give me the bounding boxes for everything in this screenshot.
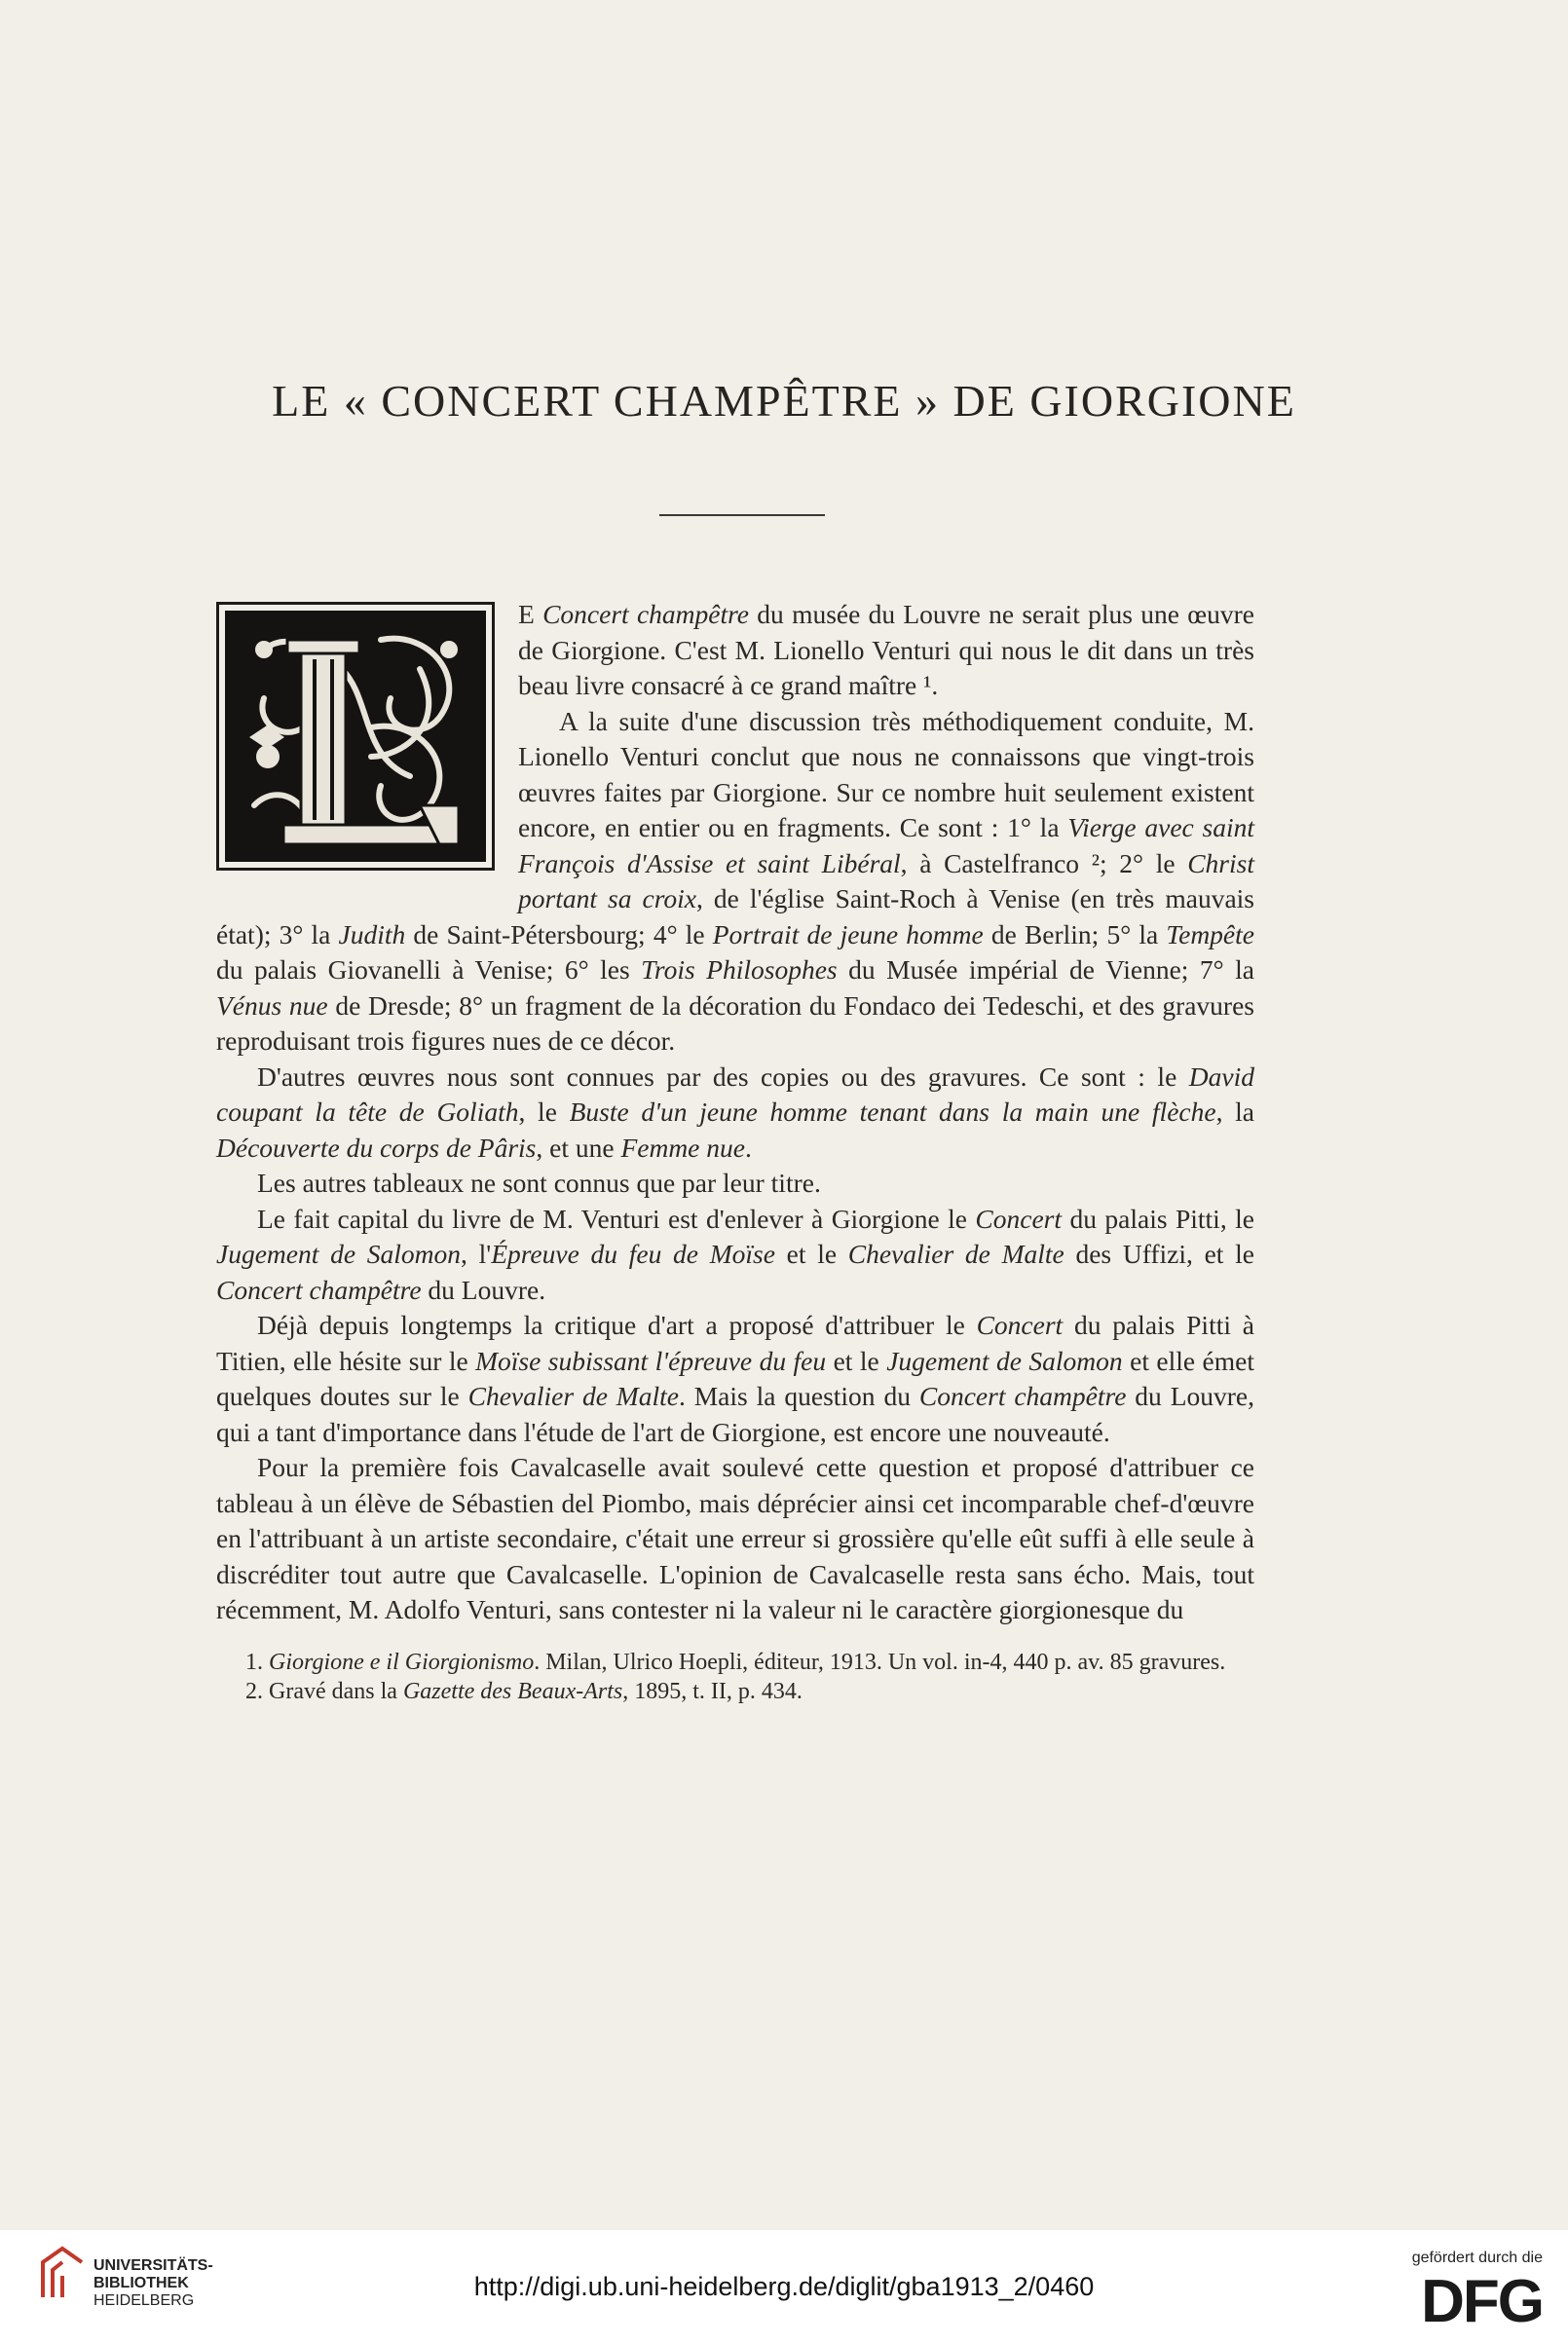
article-body (216, 597, 1254, 1628)
text-run: Le fait capital du livre de M. Venturi est d'enlever à Giorgione le (257, 1203, 976, 1234)
italic-title: Buste d'un jeune homme tenant dans la main une flèche (569, 1097, 1216, 1127)
text-run: du musée du Louvre ne serait plus une œuvre de Giorgione. C'est M. Lionello Venturi qui nous le dit dans un très beau livre consacré à ce grand maître ¹. (518, 599, 1254, 700)
italic-title: Concert (975, 1203, 1063, 1234)
footnotes-section (216, 1648, 1254, 1706)
text-run: et le (826, 1345, 887, 1376)
text-run: . Mais la question du (678, 1381, 919, 1411)
paragraph (216, 1450, 1254, 1628)
italic-title: Christ portant sa croix (518, 847, 1254, 913)
text-run: , et une (536, 1132, 621, 1163)
paragraph (216, 1060, 1254, 1167)
italic-title: Tempête (1166, 918, 1254, 949)
footnote (216, 1648, 1254, 1677)
italic-title: Trois Philosophes (641, 954, 838, 985)
library-line-3: HEIDELBERG (93, 2292, 195, 2309)
italic-title: Jugement de Salomon (216, 1239, 462, 1269)
italic-title: Femme nue (620, 1132, 745, 1163)
text-run: du palais Pitti à Titien, elle hésite sur le (216, 1310, 1254, 1376)
paragraph (216, 1308, 1254, 1450)
text-run: du Louvre. (421, 1274, 546, 1305)
title-divider (659, 514, 825, 516)
text-run: , de l'église Saint-Roch à Venise (en très mauvais état); 3° la (216, 883, 1255, 949)
text-run: D'autres œuvres nous sont connues par des copies ou des gravures. Ce sont : le (257, 1060, 1189, 1092)
italic-title: Portrait de jeune homme (712, 918, 984, 949)
text-run: de Berlin; 5° la (983, 918, 1167, 949)
italic-title: Judith (338, 918, 406, 949)
dfg-logo[interactable]: DFG (1421, 2268, 1543, 2335)
library-line-1: UNIVERSITÄTS- (93, 2257, 213, 2274)
italic-title: Épreuve du feu de Moïse (491, 1239, 775, 1269)
italic-title: Vierge avec saint François d'Assise et saint Libéral (518, 812, 1255, 878)
text-run: de Dresde; 8° un fragment de la décoration du Fondaco dei Tedeschi, et des gravures reproduisant trois figures nues de ce décor. (216, 989, 1254, 1056)
paragraph (216, 1202, 1254, 1309)
text-run: Les autres tableaux ne sont connus que par leur titre. (257, 1168, 821, 1198)
text-run: . (744, 1132, 752, 1163)
text-run: 1. (245, 1650, 269, 1675)
text-run: et elle émet quelques doutes sur le (216, 1345, 1254, 1411)
text-run: , la (1215, 1097, 1254, 1127)
text-run: , 1895, t. II, p. 434. (622, 1679, 803, 1704)
italic-title: Chevalier de Malte (467, 1381, 679, 1411)
text-run: du palais Pitti, le (1062, 1203, 1254, 1234)
text-run: Pour la première fois Cavalcaselle avait soulevé cette question et proposé d'attribuer ce tableau à un élève de Sébastien del Piombo, mais déprécier ainsi cet incomparable chef-d'œuvre en l'attribuant à un artiste secondaire, c'était une erreur si grossière qu'elle eût suffi à elle seule à discréditer tout autre que Cavalcaselle. L'opinion de Cavalcaselle resta sans écho. Mais, tout récemment, M. Adolfo Venturi, sans contester ni la valeur ni le caractère giorgionesque du (216, 1452, 1254, 1624)
library-line-2: BIBLIOTHEK (93, 2275, 189, 2291)
text-run: Déjà depuis longtemps la critique d'art a proposé d'attribuer le (257, 1310, 977, 1340)
text-run: A la suite d'une discussion très méthodiquement conduite, M. Lionello Venturi conclut que nous ne connaissons que vingt-trois œuvres faites par Giorgione. Sur ce nombre huit seulement existent encore, en entier ou en fragments. Ce sont : 1° la (518, 705, 1254, 842)
permalink-url[interactable]: http://digi.ub.uni-heidelberg.de/diglit/gba1913_2/0460 (473, 2272, 1095, 2301)
italic-title: Concert champêtre (542, 599, 750, 629)
text-run: de Saint-Pétersbourg; 4° le (405, 918, 713, 949)
italic-title: Concert champêtre (216, 1274, 422, 1305)
text-run: du Louvre, qui a tant d'importance dans l'étude de l'art de Giorgione, est encore une nouveauté. (216, 1381, 1254, 1447)
italic-title: Chevalier de Malte (847, 1239, 1064, 1269)
italic-title: Giorgione e il Giorgionismo (269, 1650, 535, 1675)
text-run: des Uffizi, et le (1064, 1239, 1254, 1269)
italic-title: Vénus nue (216, 989, 328, 1021)
footnote (216, 1677, 1254, 1706)
italic-title: Découverte du corps de Pâris (216, 1132, 537, 1163)
text-run: du palais Giovanelli à Venise; 6° les (216, 954, 642, 985)
paragraph (216, 1166, 1254, 1202)
italic-title: Gazette des Beaux-Arts (402, 1679, 623, 1704)
text-run: , le (518, 1097, 570, 1127)
text-run: du Musée impérial de Vienne; 7° la (837, 954, 1254, 985)
text-run: E (518, 599, 543, 629)
italic-title: David coupant la tête de Goliath (216, 1060, 1254, 1127)
text-run: , l' (461, 1239, 492, 1269)
italic-title: Concert (976, 1310, 1064, 1340)
text-run: . Milan, Ulrico Hoepli, éditeur, 1913. Un vol. in-4, 440 p. av. 85 gravures. (534, 1650, 1226, 1675)
italic-title: Concert champêtre (918, 1381, 1127, 1411)
text-run: 2. Gravé dans la (245, 1679, 403, 1704)
text-run: et le (774, 1239, 848, 1269)
text-run: , à Castelfranco ²; 2° le (900, 847, 1188, 878)
italic-title: Moïse subissant l'épreuve du feu (475, 1345, 827, 1376)
article-title: LE « CONCERT CHAMPÊTRE » DE GIORGIONE (272, 376, 1296, 426)
italic-title: Jugement de Salomon (886, 1345, 1123, 1376)
funding-label: gefördert durch die (1411, 2250, 1543, 2266)
